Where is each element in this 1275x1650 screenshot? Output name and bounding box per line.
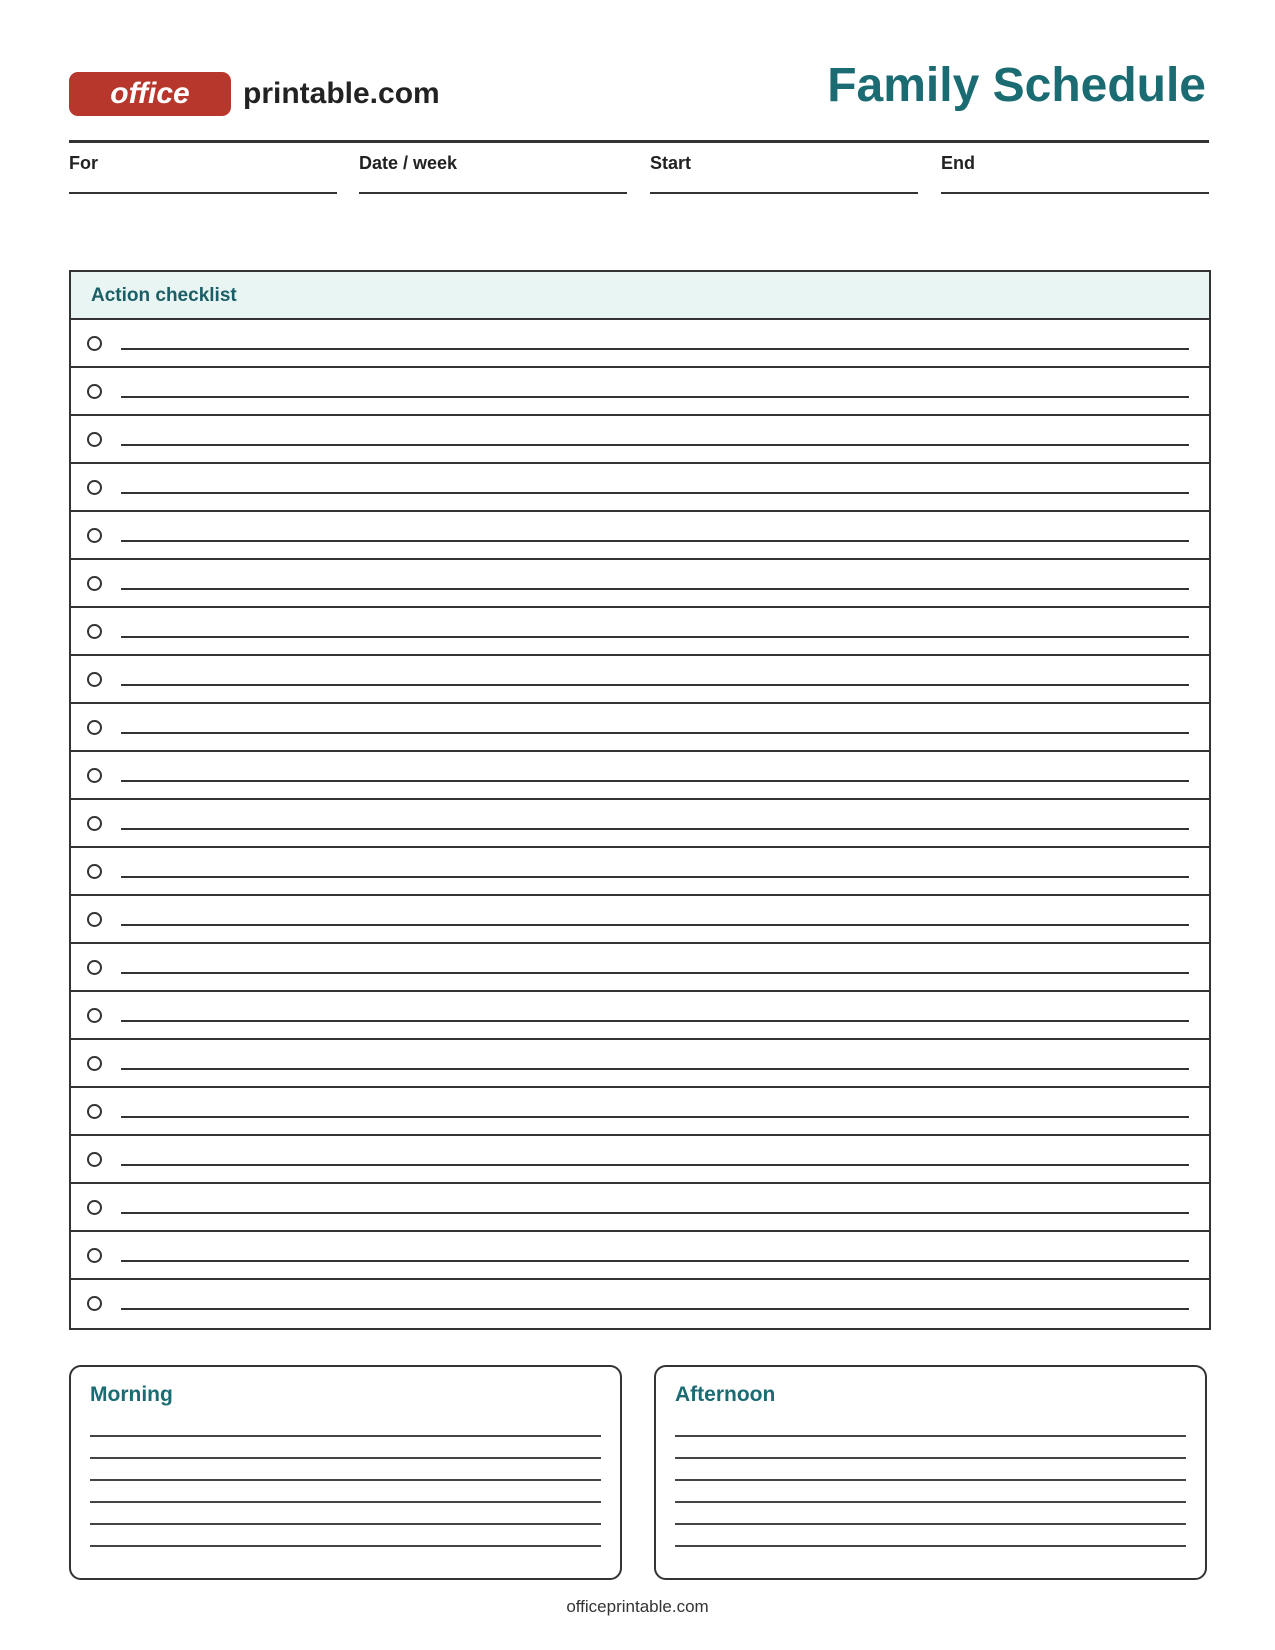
checklist-write-line[interactable] <box>121 444 1189 446</box>
checklist-write-line[interactable] <box>121 1116 1189 1118</box>
header-divider <box>69 140 1209 143</box>
checklist-write-line[interactable] <box>121 828 1189 830</box>
writing-line[interactable] <box>90 1479 601 1481</box>
field-for[interactable] <box>69 150 337 194</box>
field-label: Start <box>650 153 692 173</box>
writing-line[interactable] <box>675 1435 1186 1437</box>
checklist-write-line[interactable] <box>121 1260 1189 1262</box>
logo-badge: office <box>69 72 231 116</box>
checklist-write-line[interactable] <box>121 492 1189 494</box>
checklist-row <box>71 608 1209 656</box>
writing-line[interactable] <box>675 1545 1186 1547</box>
writing-line[interactable] <box>675 1457 1186 1459</box>
checklist-write-line[interactable] <box>121 540 1189 542</box>
checklist-write-line[interactable] <box>121 588 1189 590</box>
checklist-row <box>71 1040 1209 1088</box>
checklist-write-line[interactable] <box>121 972 1189 974</box>
writing-line[interactable] <box>90 1457 601 1459</box>
checklist-row <box>71 1088 1209 1136</box>
checklist-write-line[interactable] <box>121 1020 1189 1022</box>
field-end[interactable] <box>941 150 1209 194</box>
checkbox-circle-icon[interactable] <box>87 1200 102 1215</box>
writing-line[interactable] <box>675 1501 1186 1503</box>
checklist-write-line[interactable] <box>121 1068 1189 1070</box>
field-label: For <box>69 153 98 173</box>
checklist-row <box>71 416 1209 464</box>
field-date-week[interactable] <box>359 150 627 194</box>
checklist-write-line[interactable] <box>121 1212 1189 1214</box>
checklist-write-line[interactable] <box>121 684 1189 686</box>
field-start[interactable] <box>650 150 918 194</box>
checklist-row <box>71 896 1209 944</box>
action-checklist <box>69 270 1211 1330</box>
checkbox-circle-icon[interactable] <box>87 1296 102 1311</box>
morning-section <box>69 1365 622 1580</box>
page-title: Family Schedule <box>827 59 1206 112</box>
checklist-write-line[interactable] <box>121 780 1189 782</box>
checklist-write-line[interactable] <box>121 876 1189 878</box>
checklist-write-line[interactable] <box>121 636 1189 638</box>
writing-line[interactable] <box>90 1545 601 1547</box>
checklist-write-line[interactable] <box>121 1164 1189 1166</box>
field-label: End <box>941 153 975 173</box>
checklist-write-line[interactable] <box>121 1308 1189 1310</box>
checklist-write-line[interactable] <box>121 924 1189 926</box>
checkbox-circle-icon[interactable] <box>87 1056 102 1071</box>
checkbox-circle-icon[interactable] <box>87 1152 102 1167</box>
afternoon-section <box>654 1365 1207 1580</box>
checkbox-circle-icon[interactable] <box>87 384 102 399</box>
checkbox-circle-icon[interactable] <box>87 720 102 735</box>
morning-title: Morning <box>90 1383 173 1406</box>
checklist-row <box>71 464 1209 512</box>
checklist-row <box>71 560 1209 608</box>
checklist-row <box>71 1184 1209 1232</box>
checkbox-circle-icon[interactable] <box>87 336 102 351</box>
checkbox-circle-icon[interactable] <box>87 576 102 591</box>
checkbox-circle-icon[interactable] <box>87 480 102 495</box>
checklist-title: Action checklist <box>91 285 237 306</box>
footer-url: officeprintable.com <box>566 1597 709 1616</box>
checkbox-circle-icon[interactable] <box>87 960 102 975</box>
checklist-row <box>71 1232 1209 1280</box>
writing-line[interactable] <box>90 1501 601 1503</box>
checkbox-circle-icon[interactable] <box>87 768 102 783</box>
checklist-row <box>71 656 1209 704</box>
checkbox-circle-icon[interactable] <box>87 672 102 687</box>
logo-text: printable.com <box>243 77 440 110</box>
checklist-row <box>71 1280 1209 1326</box>
checklist-row <box>71 1136 1209 1184</box>
checklist-write-line[interactable] <box>121 396 1189 398</box>
checklist-row <box>71 848 1209 896</box>
checklist-rows <box>71 320 1209 1326</box>
checklist-write-line[interactable] <box>121 732 1189 734</box>
writing-line[interactable] <box>90 1435 601 1437</box>
checklist-row <box>71 320 1209 368</box>
checkbox-circle-icon[interactable] <box>87 1008 102 1023</box>
checkbox-circle-icon[interactable] <box>87 528 102 543</box>
afternoon-title: Afternoon <box>675 1383 776 1406</box>
checklist-write-line[interactable] <box>121 348 1189 350</box>
checklist-row <box>71 752 1209 800</box>
writing-line[interactable] <box>675 1479 1186 1481</box>
checkbox-circle-icon[interactable] <box>87 1104 102 1119</box>
checklist-row <box>71 944 1209 992</box>
checklist-row <box>71 512 1209 560</box>
checklist-header <box>71 272 1209 320</box>
checkbox-circle-icon[interactable] <box>87 864 102 879</box>
checkbox-circle-icon[interactable] <box>87 1248 102 1263</box>
writing-line[interactable] <box>675 1523 1186 1525</box>
checkbox-circle-icon[interactable] <box>87 624 102 639</box>
checklist-row <box>71 704 1209 752</box>
checkbox-circle-icon[interactable] <box>87 816 102 831</box>
checkbox-circle-icon[interactable] <box>87 432 102 447</box>
writing-line[interactable] <box>90 1523 601 1525</box>
checklist-row <box>71 800 1209 848</box>
logo <box>69 72 440 116</box>
checklist-row <box>71 368 1209 416</box>
checkbox-circle-icon[interactable] <box>87 912 102 927</box>
checklist-row <box>71 992 1209 1040</box>
field-label: Date / week <box>359 153 458 173</box>
